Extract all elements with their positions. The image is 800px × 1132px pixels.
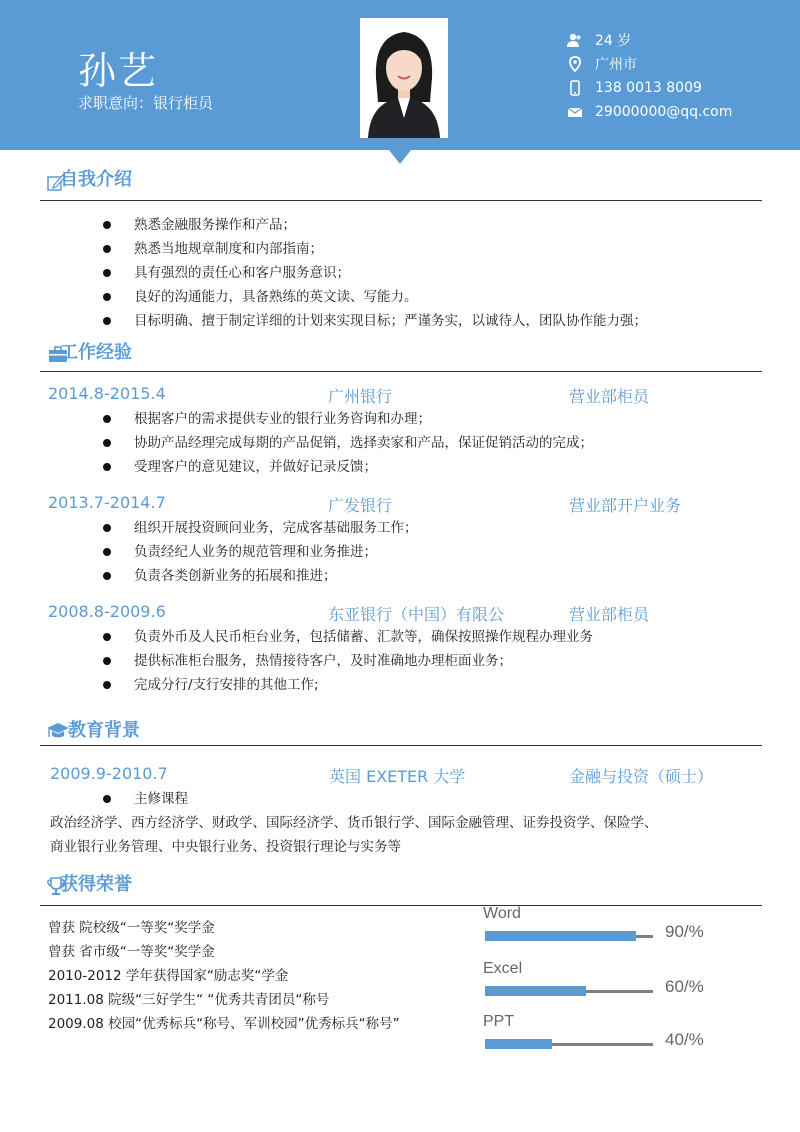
job-position: 营业部柜员 <box>569 605 650 624</box>
phone-icon <box>567 80 583 96</box>
contact-age <box>567 28 732 52</box>
list-item: 主修课程 <box>106 787 188 811</box>
skill-percent: 90/% <box>665 922 704 941</box>
honor-item: 2010-2012 学年获得国家“励志奖“学金 <box>48 968 289 984</box>
job-period: 2008.8-2009.6 <box>48 602 166 621</box>
list-item: 提供标准柜台服务，热情接待客户，及时准确地办理柜面业务； <box>106 649 593 673</box>
courses-line: 商业银行业务管理、中央银行业务、投资银行理论与实务等 <box>50 839 401 855</box>
user-icon <box>567 32 583 48</box>
job-period: 2013.7-2014.7 <box>48 493 166 512</box>
contact-phone <box>567 76 732 100</box>
list-item: 负责各类创新业务的拓展和推进； <box>106 564 418 588</box>
list-item: 协助产品经理完成每期的产品促销，选择卖家和产品，保证促销活动的完成； <box>106 431 593 455</box>
courses-line: 政治经济学、西方经济学、财政学、国际经济学、货币银行学、国际金融管理、证券投资学、保险学、 <box>50 815 658 831</box>
section-divider <box>40 745 762 746</box>
list-item: 良好的沟通能力，具备熟练的英文读、写能力。 <box>106 285 647 309</box>
job-duties <box>106 516 418 588</box>
candidate-name: 孙艺 <box>78 49 159 93</box>
skill-ppt <box>483 1013 723 1049</box>
profile-photo <box>360 18 448 138</box>
honor-item: 曾获 院校级“一等奖“奖学金 <box>48 920 215 936</box>
section-title-intro: 自我介绍 <box>60 169 132 190</box>
phone-text: 138 0013 8009 <box>595 80 702 96</box>
education-major: 金融与投资（硕士） <box>569 767 714 786</box>
list-item: 完成分行/支行安排的其他工作; <box>106 673 593 697</box>
skill-fill <box>485 986 586 996</box>
list-item: 组织开展投资顾问业务，完成客基础服务工作； <box>106 516 418 540</box>
header-pointer <box>389 150 411 164</box>
list-item: 目标明确、擅于制定详细的计划来实现目标；严谨务实，以诚待人，团队协作能力强； <box>106 309 647 333</box>
section-divider <box>40 371 762 372</box>
skill-percent: 40/% <box>665 1030 704 1049</box>
job-company: 东亚银行（中国）有限公 <box>328 605 505 624</box>
section-title-work: 工作经验 <box>60 342 132 363</box>
honor-item: 2011.08 院级“三好学生“ “优秀共青团员“称号 <box>48 992 330 1008</box>
contact-info <box>567 28 732 124</box>
job-company: 广州银行 <box>328 387 393 406</box>
contact-city <box>567 52 732 76</box>
list-item: 具有强烈的责任心和客户服务意识； <box>106 261 647 285</box>
list-item: 根据客户的需求提供专业的银行业务咨询和办理； <box>106 407 593 431</box>
intro-list <box>106 213 647 333</box>
email-text: 29000000@qq.com <box>595 104 733 120</box>
skill-percent: 60/% <box>665 977 704 996</box>
city-text: 广州市 <box>595 57 637 73</box>
location-pin-icon <box>567 56 583 72</box>
skill-name: PPT <box>483 1013 515 1030</box>
job-company: 广发银行 <box>328 496 393 515</box>
courses-text <box>50 811 658 859</box>
section-title-honors: 获得荣誉 <box>60 874 132 895</box>
skill-fill <box>485 1039 552 1049</box>
skill-fill <box>485 931 636 941</box>
graduation-cap-icon <box>46 720 70 740</box>
job-position: 营业部开户业务 <box>569 496 682 515</box>
list-item: 受理客户的意见建议，并做好记录反馈； <box>106 455 593 479</box>
honor-item: 曾获 省市级“一等奖“奖学金 <box>48 944 215 960</box>
list-item: 熟悉金融服务操作和产品； <box>106 213 647 237</box>
job-period: 2014.8-2015.4 <box>48 384 166 403</box>
contact-email <box>567 100 732 124</box>
honors-list <box>48 916 438 1036</box>
job-duties <box>106 407 593 479</box>
education-school: 英国 EXETER 大学 <box>329 767 466 786</box>
skill-name: Excel <box>483 960 523 977</box>
job-intention: 求职意向：银行柜员 <box>78 94 214 112</box>
job-duties <box>106 625 593 697</box>
honor-item: 2009.08 校园“优秀标兵“称号、军训校园”优秀标兵“称号” <box>48 1016 400 1032</box>
section-title-education: 教育背景 <box>68 720 140 741</box>
skill-name: Word <box>483 905 521 922</box>
envelope-icon <box>567 104 583 120</box>
list-item: 负责外币及人民币柜台业务，包括储蓄、汇款等，确保按照操作规程办理业务 <box>106 625 593 649</box>
section-divider <box>40 200 762 201</box>
skill-word <box>483 905 723 941</box>
list-item: 负责经纪人业务的规范管理和业务推进； <box>106 540 418 564</box>
job-position: 营业部柜员 <box>569 387 650 406</box>
course-list <box>106 787 188 811</box>
age-text: 24 岁 <box>595 33 632 49</box>
education-period: 2009.9-2010.7 <box>50 764 168 783</box>
skill-excel <box>483 960 723 996</box>
list-item: 熟悉当地规章制度和内部指南； <box>106 237 647 261</box>
